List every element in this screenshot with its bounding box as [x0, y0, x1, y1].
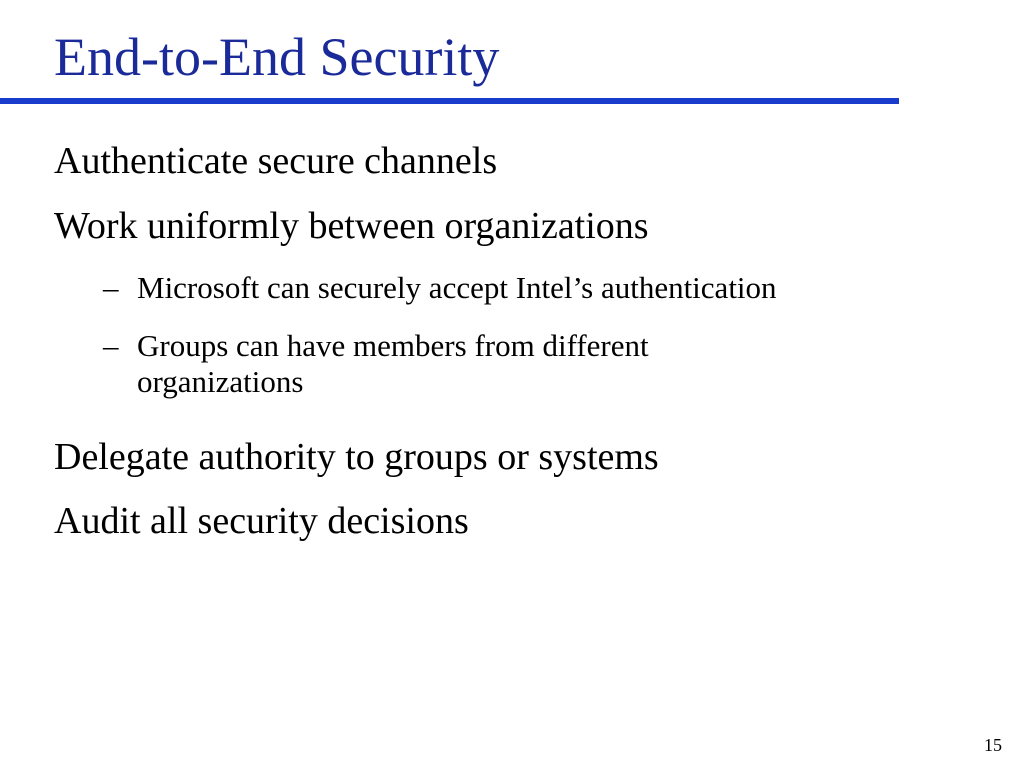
sub-bullet-text: Groups can have members from different: [137, 328, 649, 363]
title-underline: [0, 98, 899, 104]
bullet-authenticate-secure-channels: Authenticate secure channels: [54, 140, 498, 182]
sub-bullet-microsoft-intel: [103, 270, 777, 306]
sub-bullet-groups-members: [103, 328, 649, 399]
sub-bullet-text-continuation: organizations: [137, 363, 304, 399]
bullet-audit-security-decisions: Audit all security decisions: [54, 500, 469, 542]
page-number: 15: [984, 735, 1002, 755]
bullet-delegate-authority: Delegate authority to groups or systems: [54, 436, 659, 478]
bullet-work-uniformly: Work uniformly between organizations: [54, 205, 649, 247]
sub-bullet-text: Microsoft can securely accept Intel’s authentication: [137, 270, 777, 305]
sub-bullet-dash: –: [103, 270, 119, 305]
slide-title: End-to-End Security: [54, 27, 500, 87]
sub-bullet-dash: –: [103, 328, 119, 363]
